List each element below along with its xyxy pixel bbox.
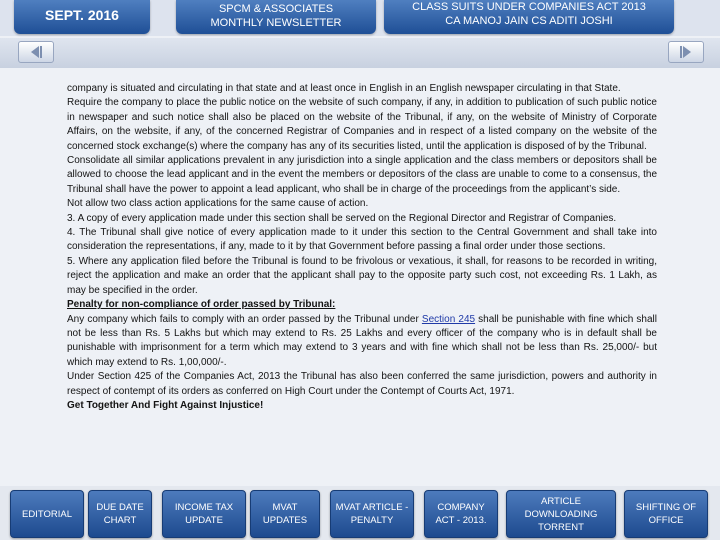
closing-slogan: Get Together And Fight Against Injustice! — [67, 399, 264, 411]
paragraph: Consolidate all similar applications prevalent in any jurisdiction into a single application and the class members or depositors shall be allowed to choose the lead applicant and in the event the members or depositors of the class are unable to come to a consensus, the Tribunal shall have the power to appoint a lead applicant, who shall be in charge of the proceedings from the applicant’s side. — [67, 155, 657, 195]
income-tax-update-button[interactable] — [162, 490, 246, 538]
previous-arrow-icon — [28, 45, 44, 59]
paragraph: Not allow two class action applications for the same cause of action. — [67, 198, 369, 210]
paragraph: Require the company to place the public notice on the website of such company, if any, in addition to publication of such public notice in newspaper and such notice shall also be placed on the website of the Tribunal, if any, on the website of Ministry of Corporate Affairs, on the website, if any, of the concerned Registrar of Companies and in respect of a listed company on the website of the concerned stock exchange(s) where the company has any of its securities listed, until the application is disposed of by the Tribunal. — [67, 97, 657, 152]
article-body — [67, 82, 657, 413]
article-authors: CA MANOJ JAIN CS ADITI JOSHI — [445, 15, 613, 27]
paragraph-text: Any company which fails to comply with an order passed by the Tribunal under — [67, 313, 422, 325]
paragraph-text: shall be punishable with fine which shall not be less than Rs. 5 Lakhs but which may extend to Rs. 25 Lakhs and every officer of the company who is in default shall be punishable with imprisonment for a term which may extend to 3 years and with fine which shall not be less than Rs. 25,000/- but which may extend to Rs. 1,00,000/-. — [67, 313, 657, 368]
article-downloading-torrent-button[interactable] — [506, 490, 616, 538]
penalty-heading: Penalty for non-compliance of order passed by Tribunal: — [67, 299, 336, 311]
button-label: EDITORIAL — [22, 508, 72, 520]
button-label: ARTICLE DOWNLOADING TORRENT — [524, 495, 598, 533]
editorial-button[interactable] — [10, 490, 84, 538]
paragraph: 5. Where any application filed before the Tribunal is found to be frivolous or vexatious, it shall, for reasons to be recorded in writing, reject the application and make an order that the applicant shall pay to the opposite party such cost, not exceeding Rs. 1 Lakh, as may be specified in the order. — [67, 255, 657, 296]
footer-navigation — [0, 486, 720, 540]
article-topic-tab — [384, 0, 674, 34]
firm-name: SPCM & ASSOCIATES — [218, 3, 334, 15]
next-page-button[interactable] — [668, 41, 704, 63]
issue-date-tab: SEPT. 2016 — [14, 0, 150, 34]
button-label: MVAT ARTICLE - PENALTY — [335, 502, 409, 526]
company-act-2013-button[interactable] — [424, 490, 498, 538]
mvat-updates-button[interactable] — [250, 490, 320, 538]
newsletter-label: MONTHLY NEWSLETTER — [210, 17, 342, 29]
header-bar — [0, 0, 720, 36]
next-arrow-icon — [678, 45, 694, 59]
due-date-chart-button[interactable] — [88, 490, 152, 538]
paragraph: Under Section 425 of the Companies Act, 2013 the Tribunal has also been conferred the same jurisdiction, powers and authority in respect of contempt of its orders as conferred on High Court under the Contempt of Courts Act, 1971. — [67, 371, 657, 397]
button-label: MVAT UPDATES — [262, 502, 308, 526]
paragraph: company is situated and circulating in that state and at least once in English in an English newspaper circulating in that State. — [67, 83, 621, 94]
paragraph: 4. The Tribunal shall give notice of every application made to it under this section to the Central Government and shall take into consideration the representations, if any, made to it by that Government before passing a final order under those sections. — [67, 227, 657, 253]
mvat-article-penalty-button[interactable] — [330, 490, 414, 538]
button-label: INCOME TAX UPDATE — [174, 502, 234, 526]
navigation-bar — [0, 38, 720, 68]
firm-name-tab — [176, 0, 376, 34]
button-label: COMPANY ACT - 2013. — [435, 502, 487, 526]
previous-page-button[interactable] — [18, 41, 54, 63]
shifting-of-office-button[interactable] — [624, 490, 708, 538]
section-245-link[interactable]: Section 245 — [421, 313, 476, 325]
article-title: CLASS SUITS UNDER COMPANIES ACT 2013 — [412, 1, 646, 13]
paragraph — [67, 313, 657, 371]
button-label: DUE DATE CHART — [96, 502, 144, 526]
paragraph: 3. A copy of every application made under this section shall be served on the Regional Director and Registrar of Companies. — [67, 212, 617, 224]
button-label: SHIFTING OF OFFICE — [635, 502, 697, 526]
